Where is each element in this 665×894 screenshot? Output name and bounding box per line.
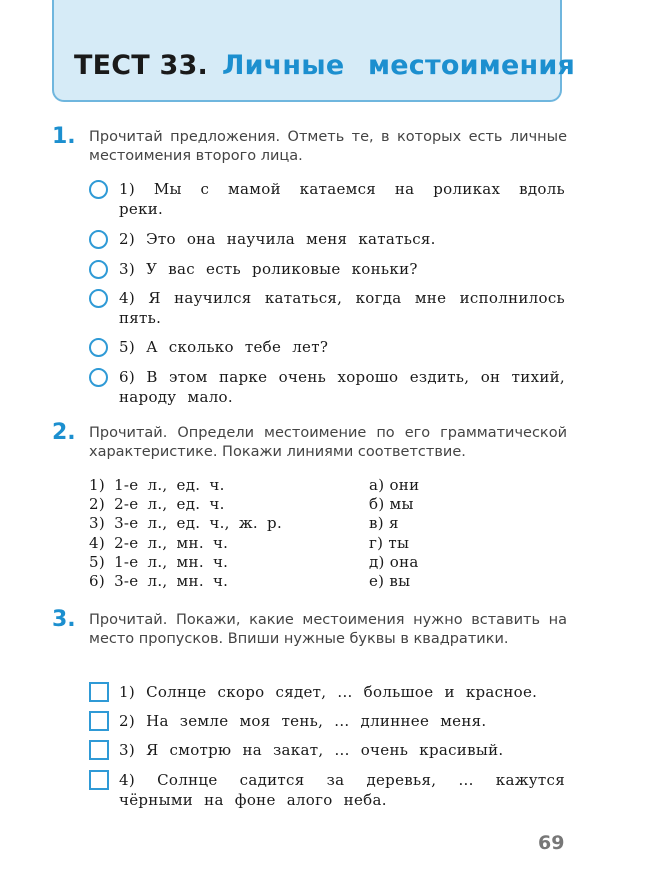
option-text: 5) А сколько тебе лет? (119, 338, 329, 356)
match-row (89, 476, 529, 495)
radio-circle[interactable] (89, 230, 108, 249)
task-instruction: Прочитай. Определи местоимение по его грамматической характеристике. Покажи линиями соответствие. (89, 425, 567, 460)
option-text: 6) В этом парке очень хорошо ездить, он тихий, народу мало. (119, 368, 565, 406)
pronoun[interactable]: д) она (369, 553, 419, 571)
characteristic[interactable]: 2) 2-е л., ед. ч. (89, 495, 225, 513)
answer-box[interactable] (89, 682, 109, 702)
match-row (89, 495, 529, 514)
radio-circle[interactable] (89, 368, 108, 387)
page-title (74, 50, 575, 81)
page-number: 69 (538, 832, 565, 854)
pronoun[interactable]: б) мы (369, 495, 414, 513)
characteristic[interactable]: 5) 1-е л., мн. ч. (89, 553, 229, 571)
match-row (89, 572, 529, 591)
test-header (52, 0, 575, 102)
radio-circle[interactable] (89, 260, 108, 279)
answer-box[interactable] (89, 711, 109, 731)
pronoun[interactable]: а) они (369, 476, 420, 494)
test-topic: Личные местоимения (221, 50, 575, 81)
characteristic[interactable]: 1) 1-е л., ед. ч. (89, 476, 225, 494)
match-row (89, 553, 529, 572)
match-row (89, 534, 529, 553)
answer-box[interactable] (89, 740, 109, 760)
pronoun[interactable]: е) вы (369, 572, 411, 590)
test-label: ТЕСТ 33. (74, 50, 208, 81)
option-text: 2) Это она научила меня кататься. (119, 230, 436, 248)
characteristic[interactable]: 3) 3-е л., ед. ч., ж. р. (89, 514, 283, 532)
answer-box[interactable] (89, 770, 109, 790)
pronoun[interactable]: в) я (369, 514, 399, 532)
task-instruction: Прочитай. Покажи, какие местоимения нужно вставить на место пропусков. Впиши нужные буквы в квадратики. (89, 612, 567, 647)
task-number: 3. (52, 607, 76, 632)
option-text: 3) У вас есть роликовые коньки? (119, 260, 418, 278)
radio-circle[interactable] (89, 338, 108, 357)
task-number: 1. (52, 124, 76, 149)
option-text: 2) На земле моя тень, ... длиннее меня. (119, 712, 487, 730)
option-text: 1) Мы с мамой катаемся на роликах вдоль реки. (119, 180, 565, 218)
radio-circle[interactable] (89, 180, 108, 199)
task-instruction: Прочитай предложения. Отметь те, в которых есть личные местоимения второго лица. (89, 129, 567, 164)
characteristic[interactable]: 6) 3-е л., мн. ч. (89, 572, 229, 590)
characteristic[interactable]: 4) 2-е л., мн. ч. (89, 534, 229, 552)
task-number: 2. (52, 420, 76, 445)
option-text: 3) Я смотрю на закат, ... очень красивый. (119, 741, 504, 759)
pronoun[interactable]: г) ты (369, 534, 410, 552)
match-row (89, 514, 529, 533)
option-text: 4) Я научился кататься, когда мне исполнилось пять. (119, 289, 565, 327)
option-text: 1) Солнце скоро сядет, ... большое и красное. (119, 683, 538, 701)
option-text: 4) Солнце садится за деревья, ... кажутся чёрными на фоне алого неба. (119, 771, 565, 809)
radio-circle[interactable] (89, 289, 108, 308)
